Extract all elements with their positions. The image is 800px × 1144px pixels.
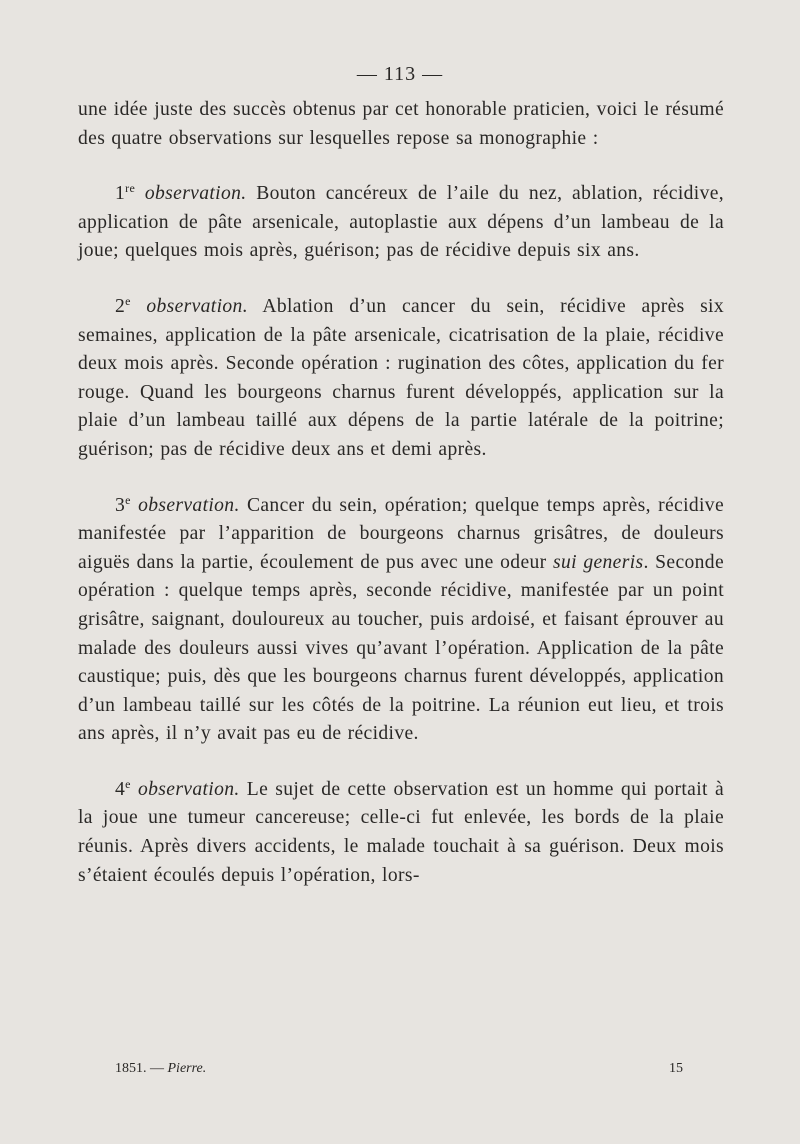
observation-label: observation. (144, 183, 247, 205)
page-footer (115, 1061, 683, 1077)
observation-number: 4 (115, 778, 126, 800)
footer-dash: — (150, 1061, 164, 1076)
observation-text-start: Cancer du sein, opération; quelque temps après, récidive manifestée par l’apparition de bourgeons charnus grisâtres, de douleurs aiguës dans la partie, écoulement de pus avec une odeur (78, 494, 724, 573)
body-text (78, 96, 724, 890)
observation-text: Ablation d’un cancer du sein, récidive après six semaines, application de la pâte arsenicale, cicatrisation de la plaie, récidive deux mois après. Seconde opération : rugination des côtes, application du fer rouge. Quand les bourgeons charnus furent développés, application sur la plaie d’un lambeau taillé aux dépens de la partie latérale de la poitrine; guérison; pas de récidive deux ans et demi après. (78, 295, 725, 460)
observation-text: Le sujet de cette observation est un homme qui portait à la joue une tumeur cancereuse; celle-ci fut enlevée, les bords de la plaie réunis. Après divers accidents, le malade touchait à sa guérison. Deux mois s’étaient écoulés depuis l’opération, lors- (78, 778, 724, 886)
footer-author: Pierre. (167, 1061, 207, 1076)
observation-3 (78, 486, 724, 749)
running-head: — 113 — (356, 63, 444, 85)
observation-1 (78, 174, 724, 266)
observation-text-end: . Seconde opération : quelque temps après, seconde récidive, manifestée par un point grisâtre, saignant, douloureux au toucher, puis ardoisé, et faisant éprouver au malade des douleurs aussi vives qu’avant l’opération. Application de la pâte caustique; puis, dès que les bourgeons charnus furent développés, application d’un lambeau taillé sur les côtés de la poitrine. La réunion eut lieu, et trois ans après, il n’y avait pas eu de récidive. (78, 551, 725, 745)
ordinal-suffix: re (125, 181, 136, 196)
observation-number: 3 (115, 494, 126, 516)
intro-paragraph: une idée juste des succès obtenus par cet honorable praticien, voici le résumé des quatre observations sur lesquelles repose sa monographie : (78, 99, 724, 149)
observation-label: observation. (138, 778, 240, 800)
observation-number: 2 (115, 295, 126, 317)
observation-text: Bouton cancéreux de l’aile du nez, ablation, récidive, application de pâte arsenicale, autoplastie aux dépens d’un lambeau de la joue; quelques mois après, guérison; pas de récidive depuis six ans. (78, 183, 725, 262)
observation-2 (78, 287, 724, 465)
footer-imprint (115, 1061, 206, 1077)
ordinal-suffix: e (125, 492, 131, 507)
observation-label: observation. (146, 295, 248, 317)
ordinal-suffix: e (125, 776, 131, 791)
observation-4 (78, 770, 724, 890)
ordinal-suffix: e (125, 293, 131, 308)
observation-number: 1 (115, 183, 126, 205)
footer-year: 1851. (115, 1061, 147, 1076)
signature-mark: 15 (669, 1061, 683, 1076)
latin-phrase: sui generis (552, 551, 644, 573)
observation-label: observation. (138, 494, 240, 516)
